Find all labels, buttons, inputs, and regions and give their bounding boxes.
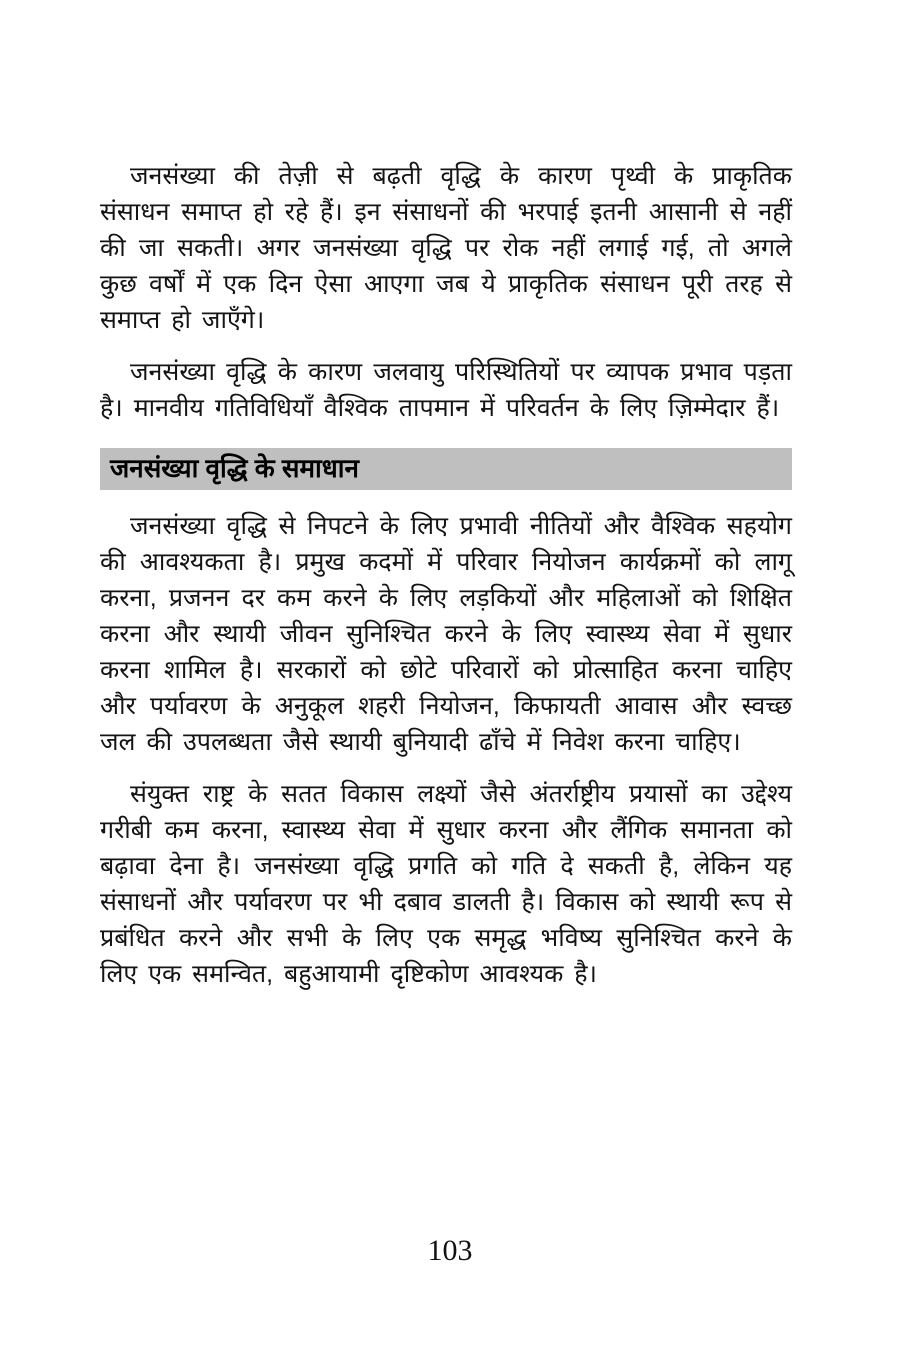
- section-heading: जनसंख्या वृद्धि के समाधान: [100, 448, 792, 490]
- paragraph-section-2: संयुक्त राष्ट्र के सतत विकास लक्ष्यों जैसे अंतर्राष्ट्रीय प्रयासों का उद्देश्य गरीबी कम करना, स्वास्थ्य सेवा में सुधार करना और लैंगिक समानता को बढ़ावा देना है। जनसंख्या वृद्धि प्रगति को गति दे सकती है, लेकिन यह संसाधनों और पर्यावरण पर भी दबाव डालती है। विकास को स्थायी रूप से प्रबंधित करने और सभी के लिए एक समृद्ध भविष्य सुनिश्चित करने के लिए एक समन्वित, बहुआयामी दृष्टिकोण आवश्यक है।: [100, 780, 792, 988]
- paragraph-intro-2: जनसंख्या वृद्धि के कारण जलवायु परिस्थितियों पर व्यापक प्रभाव पड़ता है। मानवीय गतिविधियाँ वैश्विक तापमान में परिवर्तन के लिए ज़िम्मेदार हैं।: [100, 358, 792, 422]
- paragraph-section-1: जनसंख्या वृद्धि से निपटने के लिए प्रभावी नीतियों और वैश्विक सहयोग की आवश्यकता है। प्रमुख कदमों में परिवार नियोजन कार्यक्रमों को लागू करना, प्रजनन दर कम करने के लिए लड़कियों और महिलाओं को शिक्षित करना और स्थायी जीवन सुनिश्चित करने के लिए स्वास्थ्य सेवा में सुधार करना शामिल है। सरकारों को छोटे परिवारों को प्रोत्साहित करना चाहिए और पर्यावरण के अनुकूल शहरी नियोजन, किफायती आवास और स्वच्छ जल की उपलब्धता जैसे स्थायी बुनियादी ढाँचे में निवेश करना चाहिए।: [100, 512, 792, 756]
- paragraph-intro-1: जनसंख्या की तेज़ी से बढ़ती वृद्धि के कारण पृथ्वी के प्राकृतिक संसाधन समाप्त हो रहे हैं। इन संसाधनों की भरपाई इतनी आसानी से नहीं की जा सकती। अगर जनसंख्या वृद्धि पर रोक नहीं लगाई गई, तो अगले कुछ वर्षों में एक दिन ऐसा आएगा जब ये प्राकृतिक संसाधन पूरी तरह से समाप्त हो जाएँगे।: [100, 162, 792, 334]
- page-content: [100, 158, 792, 1008]
- page-number: 103: [427, 1234, 473, 1267]
